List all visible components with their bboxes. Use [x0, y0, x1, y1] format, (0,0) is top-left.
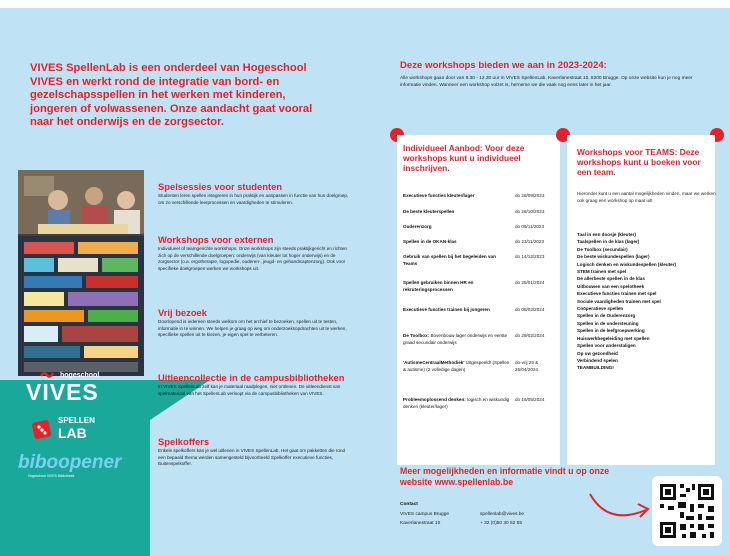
section-title: Spelsessies voor studenten: [158, 181, 283, 192]
students-photo: [18, 170, 144, 376]
workshop-date: do 25/01/2024: [515, 280, 545, 285]
workshop-date: do 23/11/2023: [515, 239, 545, 244]
individual-box: [397, 135, 560, 465]
section-text: In VIVES SpellenLab zelf kan je materiaal raadplegen, niet ontlenen. De uitleendienst van spelmateriaal van het SpellenLab verloopt via de campusbibliotheken van VIVES.: [158, 384, 341, 396]
section-uitleencollectie: [158, 372, 353, 397]
workshops-intro: Alle workshops gaan door van 9.30 - 12.30 uur in VIVES SpellenLab, Kaverlanestraat 10, 8200 Brugge. Op onze website kun je nog meer informatie vinden. Wanneer een workshop volzet is, herneme we die vaak nog eens later in het jaar.: [400, 76, 693, 88]
contact-phone: + 32 (0)50 30 52 55: [480, 521, 523, 526]
workshop-date: do 26/10/2023: [515, 209, 545, 214]
section-text: Enkele spelkoffers kan je wel uitlenen in VIVES SpellenLab. Het gaat om pakketten die rond een bepaald thema werden samengesteld bijvoorbeeld Spelkoffer executieve functies, Buitenspelkoffer.: [158, 448, 346, 467]
workshop-date: do 08/02/2024: [515, 307, 545, 312]
contact-campus: VIVES campus Brugge: [400, 512, 450, 517]
qr-code-icon: [652, 476, 722, 546]
vives-logo-small: hogeschool: [60, 372, 100, 379]
workshops-title: Deze workshops bieden we aan in 2023-2024:: [400, 60, 607, 71]
top-margin: [0, 0, 730, 8]
list-item: De Toolbox (secundair): [577, 246, 628, 252]
workshop-title: Gebruik van spellen bij het begeleiden van Teams: [403, 254, 496, 266]
biboopener-logo-text: biboopener: [18, 452, 122, 473]
workshop-title: Ouderenzorg: [403, 224, 432, 229]
section-title: Workshops voor externen: [158, 234, 274, 245]
workshop-date: do 14/12/2023: [515, 254, 545, 259]
teams-list: [577, 231, 722, 372]
section-title: Uitleencollectie in de campusbibliotheken: [158, 372, 345, 383]
list-item: Spellen voor anderstaligen: [577, 343, 636, 349]
intro-text: VIVES SpellenLab is een onderdeel van Hogeschool VIVES en werkt rond de integratie van bord- en gezelschapsspellen in het werken met kinderen, jongeren of volwassenen. Onze aandacht gaat vooral naar het onderwijs en de zorgsector.: [30, 62, 313, 129]
biboopener-logo-sub: Hogeschool VIVES Bibliotheek: [28, 474, 75, 478]
list-item: De allerbeste spellen in de klas: [577, 276, 645, 282]
list-item: STEM trainen met spel: [577, 269, 627, 275]
vives-wave-icon: [40, 370, 54, 379]
list-item: Verbindend spelen: [577, 357, 618, 363]
more-info-text: Meer mogelijkheden en informatie vindt u op onze website www.spellenlab.be: [400, 466, 610, 487]
list-item: Executieve functies trainen met spel: [577, 291, 657, 297]
workshop-title: De beste kleuterspellen: [403, 209, 455, 214]
list-item: Spellen in de ondersteuning: [577, 320, 639, 326]
section-title: Vrij bezoek: [158, 307, 207, 318]
list-item: Spellen in de leefgroepwerking: [577, 328, 645, 334]
section-text: Studenten leren spellen integreren in hun praktijk en aanpassen in functie van hun doelgroep, om zo verschillende leerprocessen en vaardigheden te stimuleren.: [158, 193, 349, 205]
workshop-title: Probleemoplossend denken: logisch en wiskundig denken (kleuter/lager): [403, 397, 510, 409]
section-vrij-bezoek: [158, 307, 353, 339]
section-workshops-externen: [158, 234, 353, 272]
teams-title: Workshops voor TEAMS: Deze workshops kunt u boeken voor een team.: [577, 147, 701, 177]
arrow-icon: [588, 486, 652, 524]
list-item: Coöperatieve spellen: [577, 306, 624, 312]
workshop-date: do 29/02/2024: [515, 333, 545, 338]
section-spelsessies: [158, 181, 353, 206]
spellenlab-logo-top: SPELLEN: [58, 416, 95, 425]
section-text: Individueel of teamgerichte workshops. Onze workshops zijn steeds praktijkgericht en richten zich op de verschillende doelgroepen: onderwijs (van kleuter tot hoger onderwijs) en de zorgsector (o.a. ergotherapie, logopedie, ouderen-, jeugd- en gehandicaptenzorg). Ook voor specifieke doelgroepen werken we workshops uit.: [158, 246, 347, 271]
list-item: Spellen in de Ouderenzorg: [577, 313, 636, 319]
list-item: Huiswerkbegeleiding met spellen: [577, 335, 650, 341]
workshop-date: do 28/09/2023: [515, 193, 545, 198]
teams-intro: Hieronder kunt u een aantal mogelijkheden vinden, maar we werken ook graag een workshop op maat uit!: [577, 191, 716, 203]
list-item: Op uw gezondheid: [577, 350, 618, 356]
workshop-title: Spellen gebruiken binnen HR en rekruteringsprocessen: [403, 280, 474, 292]
workshop-title: Executieve functies trainen bij jongeren: [403, 307, 490, 312]
contact-street: Kaverlanestraat 10: [400, 521, 441, 526]
workshop-title: 'AutismeCentraalMethodiek' Uitgespeeld! (Spellen & autisme) (2 volledige dagen): [403, 360, 510, 372]
vives-logo-big: VIVES: [26, 379, 99, 405]
workshop-title: Executieve functies kleuter/lager: [403, 193, 475, 198]
workshop-date: do 09/11/2023: [515, 224, 545, 229]
section-spelkoffers: [158, 436, 353, 468]
qr-code[interactable]: [652, 476, 722, 546]
contact-heading: Contact: [400, 502, 418, 507]
dice-icon: [32, 418, 54, 440]
list-item: Taal in een doosje (kleuter): [577, 232, 636, 237]
list-item: Sociale vaardigheden trainen met spel: [577, 298, 661, 304]
section-title: Spelkoffers: [158, 436, 210, 447]
contact-email[interactable]: spellenlab@vives.be: [480, 512, 525, 517]
list-item: Logisch denken en wiskundespellen (kleuter): [577, 261, 677, 267]
list-item: De beste wiskundespellen (lager): [577, 254, 650, 260]
teams-box: [567, 135, 715, 465]
list-item: TEAMBUILDING!: [577, 365, 614, 371]
section-text: Doorlopend is iedereen steeds welkom om het archief te bezoeken, spellen uit te testen, informatie in te winnen. We helpen je graag op weg om onderzoeksopdrachten uit te werken, specifieke spellen uit te kiezen, je eigen spel te verbeteren.: [158, 319, 347, 338]
list-item: Uitbouwen van een spelotheek: [577, 283, 645, 289]
individual-title: Individueel Aanbod: Voor deze workshops kunt u individueel inschrijven.: [403, 143, 525, 173]
list-item: Taalspellen in de klas (lager): [577, 239, 640, 245]
spellenlab-logo-bottom: LAB: [58, 425, 87, 441]
workshop-title: Spellen in de OKAN-klas: [403, 239, 457, 244]
workshop-title: De Toolbox: Bovenbouw lager onderwijs en eerste graad secundair onderwijs: [403, 333, 508, 345]
workshop-date: do-vrij 25 & 26/04/2024: [515, 360, 539, 372]
workshop-date: do 16/05/2024: [515, 397, 545, 402]
